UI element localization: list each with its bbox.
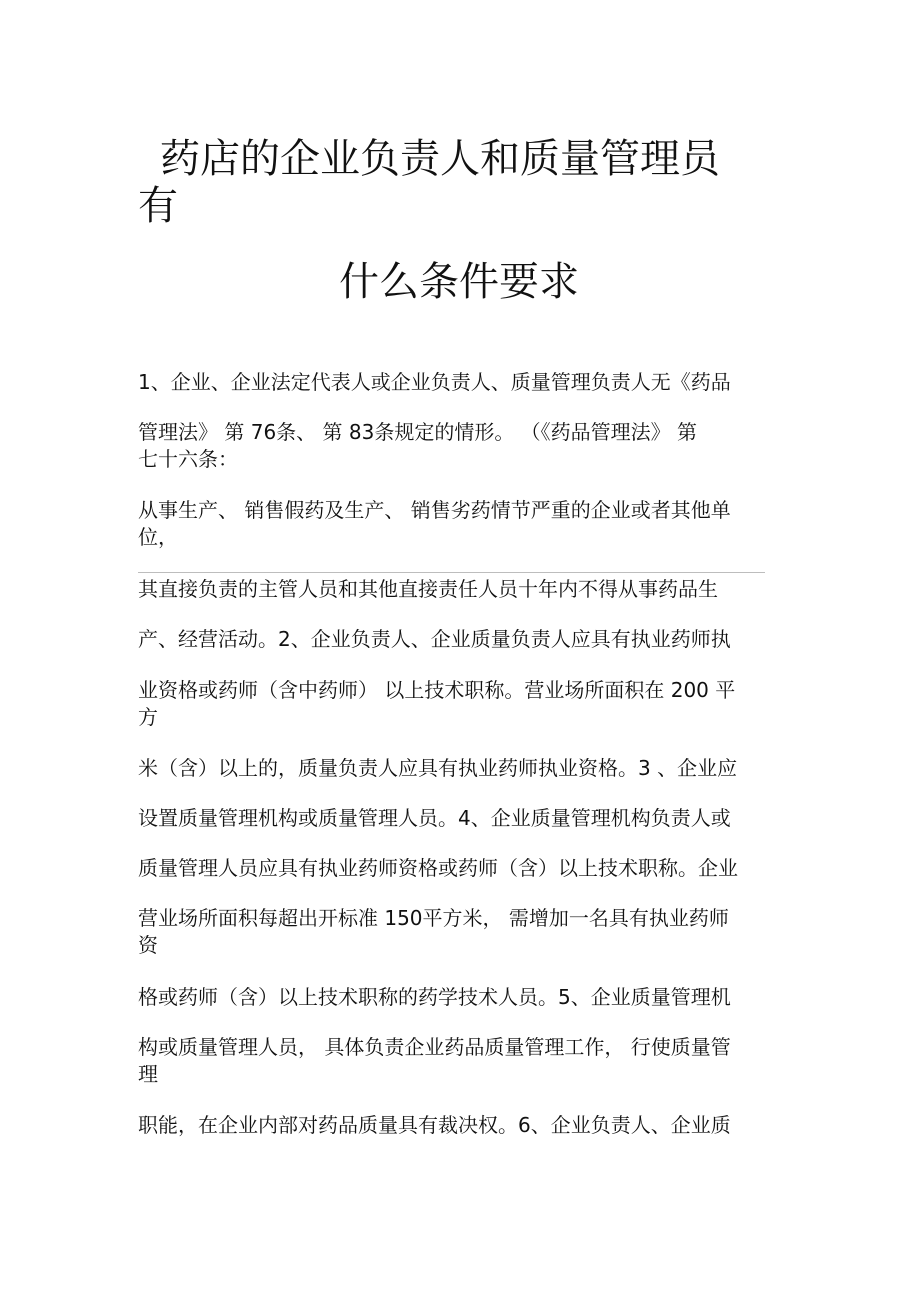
body-line: 七十六条：: [138, 447, 238, 471]
body-line: 设置质量管理机构或质量管理人员。4、企业质量管理机构负责人或: [138, 806, 731, 830]
body-line: 米（含）以上的，质量负责人应具有执业药师执业资格。3 、企业应: [138, 756, 738, 780]
body-line: 1、企业、企业法定代表人或企业负责人、质量管理负责人无《药品: [138, 370, 731, 394]
body-line: 从事生产、 销售假药及生产、 销售劣药情节严重的企业或者其他单: [138, 498, 731, 522]
body-line: 格或药师（含）以上技术职称的药学技术人员。5、企业质量管理机: [138, 985, 731, 1009]
title-line-3: 什么条件要求: [339, 259, 579, 305]
body-line: 职能，在企业内部对药品质量具有裁决权。6、企业负责人、企业质: [138, 1113, 731, 1137]
body-line: 资: [138, 933, 158, 957]
horizontal-rule: [138, 572, 765, 573]
body-line: 产、经营活动。2、企业负责人、企业质量负责人应具有执业药师执: [138, 627, 731, 651]
body-line: 质量管理人员应具有执业药师资格或药师（含）以上技术职称。企业: [138, 856, 738, 880]
title-line-2: 有: [138, 183, 178, 229]
body-line: 业资格或药师（含中药师） 以上技术职称。营业场所面积在 200 平: [138, 678, 736, 702]
body-line: 管理法》 第 76条、 第 83条规定的情形。 （《药品管理法》 第: [138, 420, 698, 444]
body-line: 营业场所面积每超出开标准 150平方米， 需增加一名具有执业药师: [138, 906, 729, 930]
body-line: 方: [138, 705, 158, 729]
body-line: 位，: [138, 525, 178, 549]
body-line: 构或质量管理人员， 具体负责企业药品质量管理工作， 行使质量管: [138, 1035, 731, 1059]
body-line: 理: [138, 1062, 158, 1086]
title-line-1: 药店的企业负责人和质量管理员: [160, 136, 720, 182]
body-line: 其直接负责的主管人员和其他直接责任人员十年内不得从事药品生: [138, 577, 718, 601]
